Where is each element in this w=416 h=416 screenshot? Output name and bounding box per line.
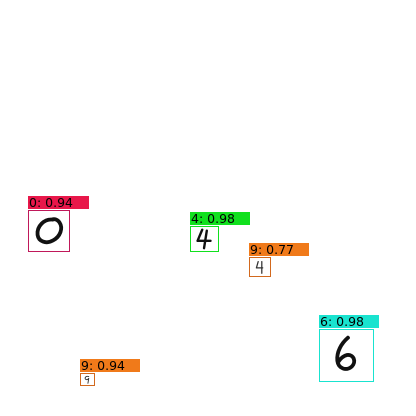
detection-label: 9: 0.94 [80,359,140,372]
detection-box [80,373,95,386]
detection-box [190,226,219,252]
handwritten-four-glyph [191,227,218,251]
detection-box [249,257,271,277]
detection-label: 0: 0.94 [28,196,89,209]
handwritten-zero-glyph [29,211,69,251]
detection-box [28,210,70,252]
handwritten-nine-glyph [81,374,94,385]
handwritten-six-glyph [320,330,373,381]
detection-box [319,329,374,382]
handwritten-nine-glyph [250,258,270,276]
detection-label: 9: 0.77 [249,243,309,256]
detection-label: 4: 0.98 [190,212,250,225]
detection-label: 6: 0.98 [319,315,379,328]
